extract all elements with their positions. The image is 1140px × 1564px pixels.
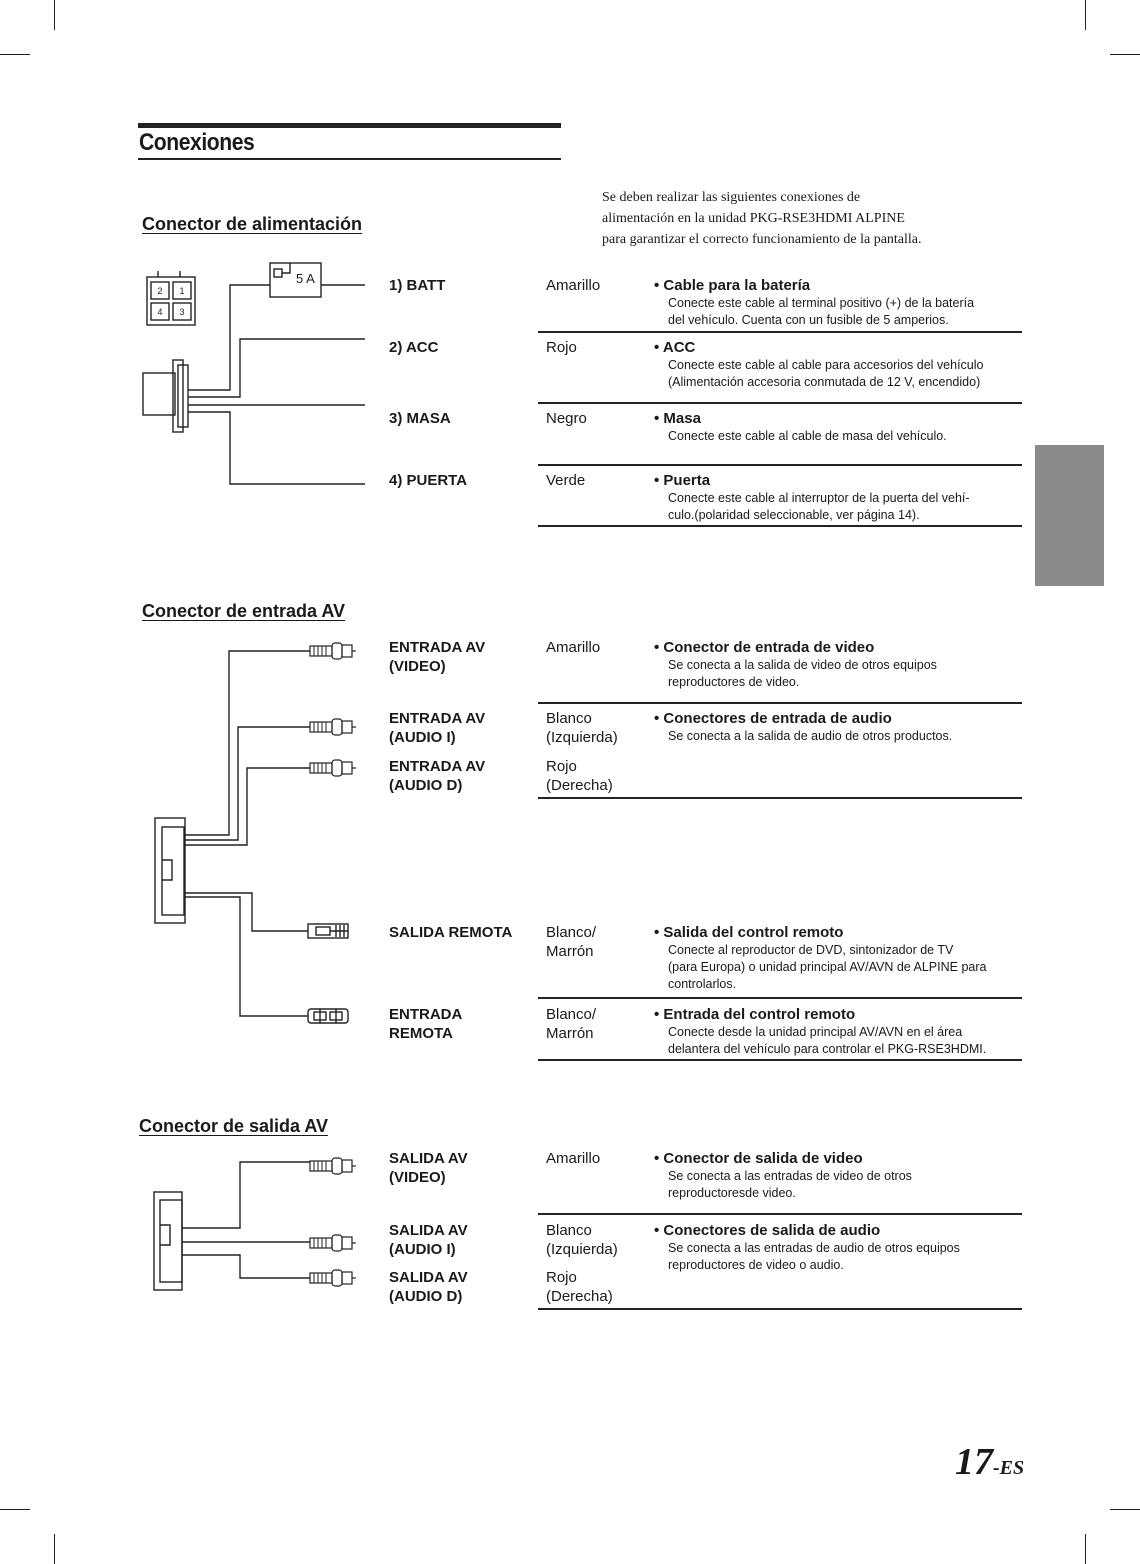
rca-plug-icon: [310, 643, 356, 659]
wire-color: [546, 638, 600, 657]
desc-line: Conecte desde la unidad principal AV/AVN en el área: [668, 1025, 963, 1039]
label-line: SALIDA AV: [389, 1150, 468, 1167]
av-in-label: [389, 709, 485, 747]
power-label: 3) MASA: [389, 410, 451, 427]
title-underline: [138, 158, 561, 160]
connector-body: [143, 373, 175, 415]
av-in-label: [389, 923, 512, 942]
desc-line: Conecte este cable al cable de masa del vehículo.: [668, 429, 947, 443]
section-tab: [1035, 445, 1104, 586]
wire-remote-out: [185, 893, 308, 931]
av-out-desc: [654, 1221, 1022, 1274]
label-line: (AUDIO D): [389, 777, 463, 794]
av-in-desc: [654, 638, 1022, 691]
power-label: 2) ACC: [389, 339, 439, 356]
desc-line: Conecte este cable al cable para accesorios del vehículo: [668, 358, 984, 372]
row-divider: [538, 525, 1022, 527]
rca-plug-icon: [310, 1158, 356, 1174]
wire-remote-in: [185, 897, 308, 1016]
desc-title: • Salida del control remoto: [654, 924, 844, 941]
av-in-desc: [654, 923, 1022, 993]
crop-mark: [1110, 54, 1140, 55]
label-line: (AUDIO I): [389, 1241, 456, 1258]
color-line: Marrón: [546, 1025, 594, 1042]
intro-line: Se deben realizar las siguientes conexiones de: [602, 190, 861, 205]
crop-mark: [1085, 0, 1086, 30]
wire-color: [546, 1221, 618, 1259]
desc-line: reproductoresde video.: [668, 1186, 796, 1200]
crop-mark: [0, 54, 30, 55]
row-divider: [538, 702, 1022, 704]
av-in-label: [389, 757, 485, 795]
power-desc: [654, 409, 1022, 445]
desc-title: • Entrada del control remoto: [654, 1006, 856, 1023]
wire-color: [546, 757, 613, 795]
av-in-label: [389, 638, 485, 676]
power-desc: [654, 276, 1022, 329]
desc-title: • Cable para la batería: [654, 277, 811, 294]
pin-number: 4: [157, 307, 163, 317]
desc-line: Se conecta a la salida de video de otros equipos: [668, 658, 937, 672]
row-divider: [538, 1308, 1022, 1310]
label-line: ENTRADA AV: [389, 758, 486, 775]
rca-plug-icon: [310, 1235, 356, 1251]
color-line: Blanco/: [546, 924, 597, 941]
page-number-suffix: -ES: [993, 1457, 1025, 1479]
power-label: 1) BATT: [389, 277, 446, 294]
wire-puerta: [188, 412, 365, 484]
desc-title: • ACC: [654, 339, 696, 356]
desc-line: Conecte este cable al interruptor de la puerta del vehí-: [668, 491, 970, 505]
desc-line: Conecte este cable al terminal positivo (+) de la batería: [668, 296, 975, 310]
desc-line: controlarlos.: [668, 977, 737, 991]
av-in-desc: [654, 1005, 1022, 1058]
desc-line: (Alimentación accesoria conmutada de 12 V, encendido): [668, 375, 981, 389]
wire-color: [546, 1268, 613, 1306]
desc-title: • Conectores de entrada de audio: [654, 710, 892, 727]
color-line: Amarillo: [546, 639, 601, 656]
intro-line: para garantizar el correcto funcionamiento de la pantalla.: [602, 232, 922, 247]
av-in-desc: [654, 709, 1022, 745]
wire-audio-r-in: [185, 768, 310, 845]
desc-title: • Conector de entrada de video: [654, 639, 875, 656]
label-line: ENTRADA AV: [389, 639, 486, 656]
power-heading: Conector de alimentación: [142, 214, 363, 234]
color-line: Blanco: [546, 710, 592, 727]
wire-color: Rojo: [546, 339, 577, 356]
wire-color: [546, 1005, 596, 1043]
desc-title: • Conectores de salida de audio: [654, 1222, 881, 1239]
rca-plug-icon: [310, 1270, 356, 1286]
wire-color: [546, 1149, 600, 1168]
row-divider: [538, 997, 1022, 999]
wire-color: [546, 923, 596, 961]
av-input-diagram: [150, 635, 365, 1030]
wire-acc: [188, 339, 365, 397]
label-line: ENTRADA: [389, 1006, 463, 1023]
wire-audio-r-out: [182, 1255, 310, 1278]
page-title: Conexiones: [139, 129, 255, 156]
av-output-diagram: [150, 1150, 365, 1300]
color-line: (Izquierda): [546, 729, 618, 746]
desc-line: Conecte al reproductor de DVD, sintonizador de TV: [668, 943, 954, 957]
desc-line: reproductores de video.: [668, 675, 800, 689]
desc-line: Se conecta a las entradas de video de otros: [668, 1169, 912, 1183]
row-divider: [538, 1059, 1022, 1061]
pin-number: 1: [179, 286, 185, 296]
crop-mark: [0, 1509, 30, 1510]
desc-line: delantera del vehículo para controlar el PKG-RSE3HDMI.: [668, 1042, 987, 1056]
label-line: REMOTA: [389, 1025, 453, 1042]
row-divider: [538, 797, 1022, 799]
pin-block: [147, 277, 195, 325]
power-label: 4) PUERTA: [389, 472, 468, 489]
row-divider: [538, 464, 1022, 466]
row-divider: [538, 1213, 1022, 1215]
color-line: Marrón: [546, 943, 594, 960]
label-line: (AUDIO D): [389, 1288, 463, 1305]
label-line: ENTRADA AV: [389, 710, 486, 727]
av-output-heading: Conector de salida AV: [139, 1116, 329, 1136]
color-line: Rojo: [546, 1269, 577, 1286]
desc-line: (para Europa) o unidad principal AV/AVN de ALPINE para: [668, 960, 987, 974]
wire-video-out: [182, 1162, 310, 1228]
color-line: (Derecha): [546, 1288, 613, 1305]
av-out-label: [389, 1221, 468, 1259]
av-input-heading: Conector de entrada AV: [142, 601, 346, 621]
power-desc: [654, 471, 1022, 524]
desc-title: • Puerta: [654, 472, 711, 489]
fuse-label: 5 A: [296, 271, 315, 286]
power-connector-diagram: [135, 255, 370, 495]
av-out-label: [389, 1268, 468, 1306]
crop-mark: [54, 0, 55, 30]
color-line: Blanco/: [546, 1006, 597, 1023]
wire-color: Negro: [546, 410, 587, 427]
page-number-value: 17: [955, 1441, 993, 1483]
crop-mark: [54, 1534, 55, 1564]
row-divider: [538, 402, 1022, 404]
page-number: [955, 1440, 1024, 1484]
label-line: SALIDA AV: [389, 1269, 468, 1286]
power-desc: [654, 338, 1022, 391]
label-line: SALIDA AV: [389, 1222, 468, 1239]
rca-plug-icon: [310, 719, 356, 735]
connector-body: [154, 1192, 182, 1290]
color-line: Amarillo: [546, 1150, 601, 1167]
pin-number: 2: [157, 286, 163, 296]
label-line: (VIDEO): [389, 1169, 446, 1186]
row-divider: [538, 331, 1022, 333]
wire-batt: [188, 285, 270, 390]
intro-line: alimentación en la unidad PKG-RSE3HDMI ALPINE: [602, 211, 905, 226]
wire-color: Amarillo: [546, 277, 601, 294]
label-line: SALIDA REMOTA: [389, 924, 513, 941]
crop-mark: [1110, 1509, 1140, 1510]
desc-title: • Masa: [654, 410, 701, 427]
connector-body: [155, 818, 185, 923]
intro-text: [602, 187, 1022, 250]
rca-plug-icon: [310, 760, 356, 776]
desc-line: culo.(polaridad seleccionable, ver página 14).: [668, 508, 920, 522]
desc-line: Se conecta a la salida de audio de otros productos.: [668, 729, 953, 743]
av-out-label: [389, 1149, 468, 1187]
wire-color: [546, 709, 618, 747]
color-line: (Derecha): [546, 777, 613, 794]
color-line: Blanco: [546, 1222, 592, 1239]
av-out-desc: [654, 1149, 1022, 1202]
color-line: (Izquierda): [546, 1241, 618, 1258]
desc-line: Se conecta a las entradas de audio de otros equipos: [668, 1241, 960, 1255]
label-line: (VIDEO): [389, 658, 446, 675]
desc-line: reproductores de video o audio.: [668, 1258, 844, 1272]
crop-mark: [1085, 1534, 1086, 1564]
desc-title: • Conector de salida de video: [654, 1150, 863, 1167]
desc-line: del vehículo. Cuenta con un fusible de 5 amperios.: [668, 313, 949, 327]
av-in-label: [389, 1005, 462, 1043]
pin-number: 3: [179, 307, 185, 317]
color-line: Rojo: [546, 758, 577, 775]
label-line: (AUDIO I): [389, 729, 456, 746]
wire-color: Verde: [546, 472, 586, 489]
title-bar: [138, 123, 561, 128]
